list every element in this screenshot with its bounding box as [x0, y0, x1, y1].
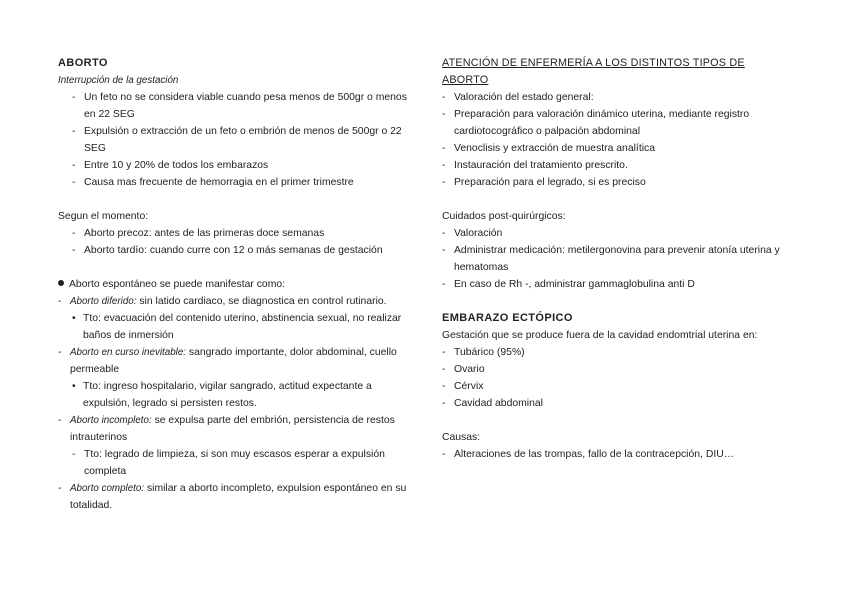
list-item: - Venoclisis y extracción de muestra analítica [442, 143, 655, 154]
cuidados-list [442, 225, 787, 293]
ectopico-heading: EMBARAZO ECTÓPICO [442, 312, 573, 324]
list-item: - En caso de Rh -, administrar gammaglobulina anti D [442, 279, 695, 290]
aborto-subheading: Interrupción de la gestación [58, 75, 179, 86]
list-item-diferido-tto: • Tto: evacuación del contenido uterino, abstinencia sexual, no realizar baños de inmersión [72, 313, 402, 341]
causas-list [442, 446, 787, 463]
list-item-completo: - Aborto completo: similar a aborto incompleto, expulsion espontáneo en su totalidad. [58, 483, 407, 511]
list-item: - Cérvix [442, 381, 484, 392]
aborto-heading: ABORTO [58, 57, 108, 69]
list-item: - Entre 10 y 20% de todos los embarazos [72, 160, 269, 171]
atencion-heading: ATENCIÓN DE ENFERMERÍA A LOS DISTINTOS TIPOS DE ABORTO [442, 57, 745, 86]
list-item: - Administrar medicación: metilergonovina para prevenir atonía uterina y hematomas [442, 245, 780, 273]
espontaneo-intro: Aborto espontáneo se puede manifestar como: [58, 276, 408, 293]
list-item: - Tubárico (95%) [442, 347, 525, 358]
list-item: - Preparación para valoración dinámico uterina, mediante registro cardiotocográfico o palpación abdominal [442, 109, 750, 137]
list-item: - Causa mas frecuente de hemorragia en el primer trimestre [72, 177, 354, 188]
causas-heading: Causas: [442, 432, 481, 443]
list-item: - Valoración [442, 228, 503, 239]
aborto-list [58, 89, 408, 191]
list-item: - Aborto precoz: antes de las primeras doce semanas [72, 228, 325, 239]
list-item: - Preparación para el legrado, si es preciso [442, 177, 646, 188]
atencion-list [442, 89, 787, 191]
list-item: - Expulsión o extracción de un feto o embrión de menos de 500gr o 22 SEG [72, 126, 402, 154]
list-item-curso: - Aborto en curso inevitable: sangrado importante, dolor abdominal, cuello permeable [58, 347, 397, 375]
list-item: - Un feto no se considera viable cuando pesa menos de 500gr o menos en 22 SEG [72, 92, 407, 120]
list-item: - Alteraciones de las trompas, fallo de la contracepción, DIU… [442, 449, 735, 460]
right-column [442, 55, 787, 463]
ectopico-intro: Gestación que se produce fuera de la cavidad endomtrial uterina en: [442, 330, 758, 341]
ectopico-list [442, 344, 787, 412]
list-item: - Valoración del estado general: [442, 92, 594, 103]
list-item-diferido: - Aborto diferido: sin latido cardiaco, se diagnostica en control rutinario. [58, 296, 387, 307]
bullet-icon [58, 280, 64, 286]
list-item: - Ovario [442, 364, 485, 375]
momento-heading: Segun el momento: [58, 211, 149, 222]
list-item: - Aborto tardío: cuando curre con 12 o más semanas de gestación [72, 245, 383, 256]
cuidados-heading: Cuidados post-quirúrgicos: [442, 211, 566, 222]
list-item-incompleto: - Aborto incompleto: se expulsa parte del embrión, persistencia de restos intrauterinos [58, 415, 395, 443]
list-item: - Cavidad abdominal [442, 398, 543, 409]
left-column [58, 55, 408, 514]
list-item: - Instauración del tratamiento prescrito. [442, 160, 628, 171]
momento-list [58, 225, 408, 259]
list-item-curso-tto: • Tto: ingreso hospitalario, vigilar sangrado, actitud expectante a expulsión, legrado si persisten restos. [72, 381, 372, 409]
list-item-incompleto-tto: - Tto: legrado de limpieza, si son muy escasos esperar a expulsión completa [72, 449, 385, 477]
